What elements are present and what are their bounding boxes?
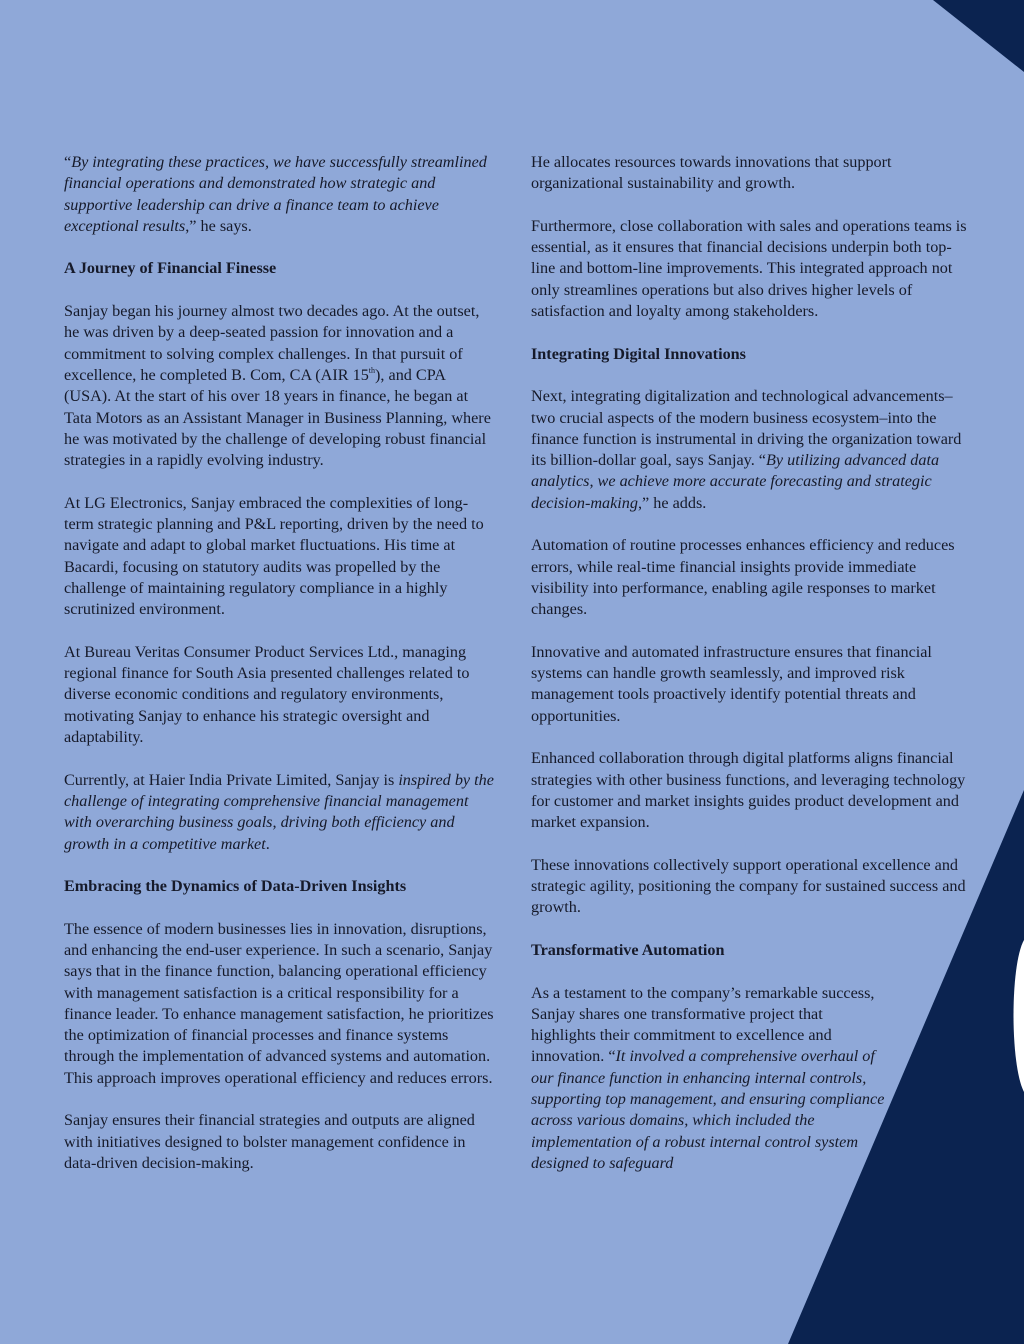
- heading-data-driven: Embracing the Dynamics of Data-Driven Insights: [64, 877, 407, 896]
- quote-attribution: ,” he says.: [185, 216, 252, 235]
- digital-paragraph-2: Automation of routine processes enhances efficiency and reduces errors, while real-time financial insights provide immediate visibility into performance, enabling agile responses to market changes.: [531, 536, 955, 619]
- top-right-navy-triangle: [933, 0, 1024, 72]
- journey-paragraph-1: Sanjay began his journey almost two decades ago. At the outset, he was driven by a deep-seated passion for innovation and a commitment to solving complex challenges. In that pursuit of excellence, he completed B. Com, CA (AIR 15th), and CPA (USA). At the start of his over 18 years in finance, he began at Tata Motors as an Assistant Manager in Business Planning, where he was motivated by the challenge of developing robust financial strategies in a rapidly evolving industry.: [64, 302, 491, 470]
- data-paragraph-1: The essence of modern businesses lies in innovation, disruptions, and enhancing the end-user experience. In such a scenario, Sanjay says that in the finance function, balancing operational efficiency with management satisfaction is a critical responsibility for a finance leader. To enhance management satisfaction, he prioritizes the optimization of financial processes and finance systems through the implementation of advanced systems and automation. This approach improves operational efficiency and reduces errors.: [64, 919, 494, 1087]
- digital-paragraph-4: Enhanced collaboration through digital platforms aligns financial strategies with other business functions, and leveraging technology for customer and market insights guides product development and market expansion.: [531, 749, 966, 832]
- heading-automation: Transformative Automation: [531, 940, 725, 959]
- right-column: [531, 152, 967, 1174]
- digital-paragraph-5: These innovations collectively support operational excellence and strategic agility, positioning the company for sustained success and growth.: [531, 855, 966, 917]
- right-paragraph-1: He allocates resources towards innovations that support organizational sustainability and growth.: [531, 153, 892, 193]
- digital-paragraph-1: Next, integrating digitalization and technological advancements–two crucial aspects of the modern business ecosystem–into the finance function is instrumental in driving the organization toward its billion-dollar goal, says Sanjay. “By utilizing advanced data analytics, we achieve more accurate forecasting and strategic decision-making,” he adds.: [531, 387, 962, 512]
- right-paragraph-2: Furthermore, close collaboration with sales and operations teams is essential, as it ensures that financial decisions underpin both top-line and bottom-line improvements. This integrated approach not only streamlines operations but also drives higher levels of satisfaction and loyalty among stakeholders.: [531, 216, 967, 321]
- left-column: [64, 152, 496, 1174]
- data-paragraph-2: Sanjay ensures their financial strategies and outputs are aligned with initiatives designed to bolster management confidence in data-driven decision-making.: [64, 1111, 475, 1172]
- journey-paragraph-4: Currently, at Haier India Private Limited, Sanjay is inspired by the challenge of integrating comprehensive financial management with overarching business goals, driving both efficiency and growth in a competitive market.: [64, 770, 494, 853]
- heading-journey: A Journey of Financial Finesse: [64, 259, 277, 278]
- digital-paragraph-3: Innovative and automated infrastructure ensures that financial systems can handle growth seamlessly, and improved risk management tools proactively identify potential threats and opportunities.: [531, 642, 932, 725]
- heading-digital: Integrating Digital Innovations: [531, 344, 746, 363]
- quote-italic: By integrating these practices, we have successfully streamlined financial operations and demonstrated how strategic and supportive leadership can drive a finance team to achieve exceptional results: [64, 153, 487, 235]
- journey-paragraph-3: At Bureau Veritas Consumer Product Services Ltd., managing regional finance for South Asia presented challenges related to diverse economic conditions and regulatory environments, motivating Sanjay to enhance his strategic oversight and adaptability.: [64, 642, 470, 747]
- journey-paragraph-2: At LG Electronics, Sanjay embraced the complexities of long-term strategic planning and P&L reporting, driven by the need to navigate and adapt to global market fluctuations. His time at Bacardi, focusing on statutory audits was propelled by the challenge of maintaining regulatory compliance in a highly scrutinized environment.: [64, 493, 484, 619]
- quote-open: “: [64, 153, 72, 171]
- automation-paragraph-1: As a testament to the company’s remarkable success, Sanjay shares one transformative project that highlights their commitment to excellence and innovation. “It involved a comprehensive overhaul of our finance function in enhancing internal controls, supporting top management, and ensuring compliance across various domains, which included the implementation of a robust internal control system designed to safeguard: [531, 983, 885, 1172]
- superscript-th: th: [368, 365, 376, 375]
- intro-quote: [64, 152, 496, 237]
